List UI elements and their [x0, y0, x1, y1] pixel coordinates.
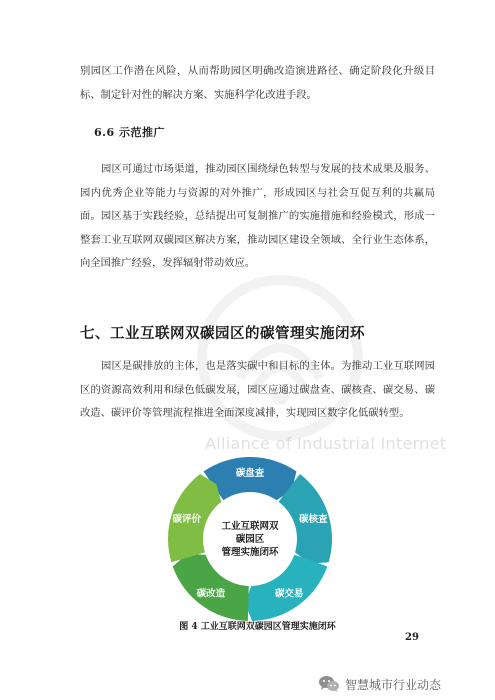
paragraph-continuation: 别园区工作潜在风险，从而帮助园区明确改造演进路径、确定阶段化升级目标、制定针对性的解决方案、实施科学化改进手段。 [80, 65, 435, 101]
section-heading-7: 七、工业互联网双碳园区的碳管理实施闭环 [80, 325, 365, 342]
footer-brand[interactable] [318, 674, 441, 694]
cycle-segment-label: 碳盘查 [235, 468, 265, 479]
cycle-segment-label: 碳改造 [196, 588, 226, 600]
cycle-segment-label: 碳交易 [274, 588, 304, 600]
diagram-center-line-1: 工业互联网双 [221, 521, 279, 532]
wechat-icon [318, 675, 340, 693]
section-heading-6-6: 6.6 示范推广 [94, 126, 165, 139]
paragraph-demo-promotion: 园区可通过市场渠道，推动园区围绕绿色转型与发展的技术成果及服务、园内优秀企业等能力与资源的对外推广，形成园区与社会互促互利的共赢局面。园区基于实践经验，总结提出可复制推广的实施措施和经验模式，形成一整套工业互联网双碳园区解决方案，推动园区建设全领域、全行业生态体系，向全国推广经验，发挥辐射带动效应。 [80, 163, 435, 269]
diagram-center-line-3: 管理实施闭环 [221, 547, 279, 558]
watermark-text: Alliance of Industrial Internet [205, 434, 447, 453]
cycle-segment-label: 碳核查 [298, 513, 328, 525]
cycle-segment-label: 碳评价 [172, 513, 202, 525]
carbon-management-cycle-diagram [150, 455, 350, 623]
diagram-center-line-2: 碳园区 [235, 534, 265, 545]
footer-brand-text: 智慧城市行业动态 [345, 677, 442, 692]
page-number: 29 [405, 632, 419, 643]
figure-caption: 图 4 工业互联网双碳园区管理实施闭环 [179, 622, 336, 632]
paragraph-carbon-management: 园区是碳排放的主体，也是落实碳中和目标的主体。为推动工业互联网园区的资源高效利用和绿色低碳发展，园区应通过碳盘查、碳核查、碳交易、碳改造、碳评价等管理流程推进全面深度减排，实现园区数字化低碳转型。 [80, 360, 435, 419]
